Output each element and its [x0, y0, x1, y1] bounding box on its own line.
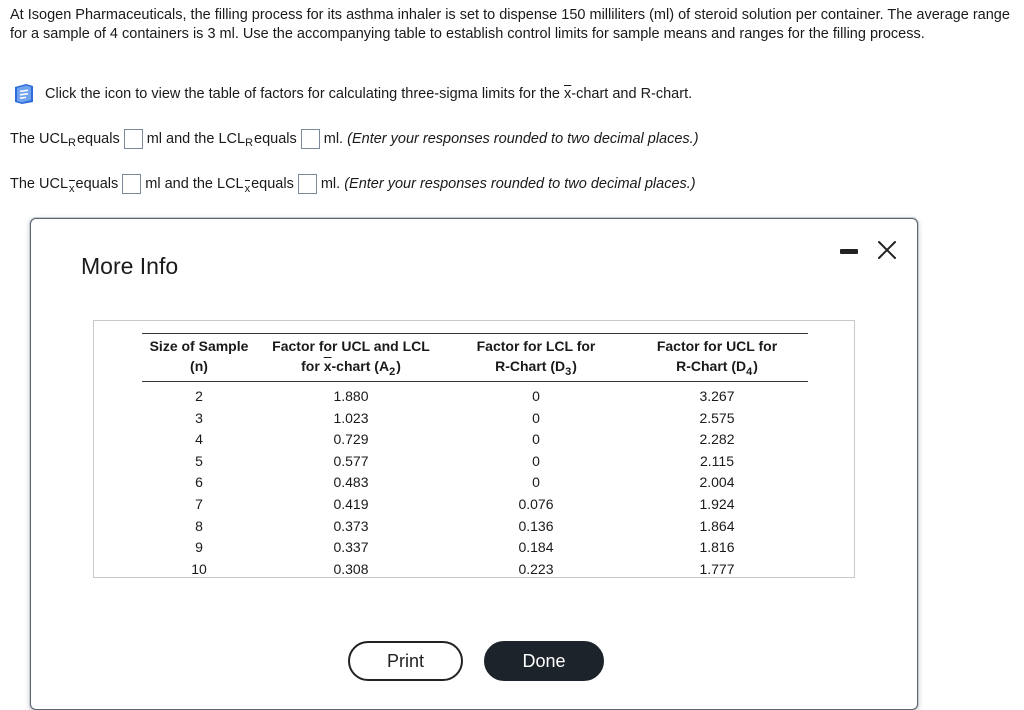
- table-row: 8 0.373 0.136 1.864: [195, 517, 735, 534]
- dialog-title: More Info: [81, 253, 179, 279]
- close-icon[interactable]: [877, 240, 897, 260]
- header-sample-size: Size of Sample (n): [142, 334, 256, 382]
- table-row: 2 1.880 0 3.267: [195, 388, 735, 404]
- ucl-r-input[interactable]: [124, 129, 143, 149]
- book-icon[interactable]: [12, 83, 36, 105]
- ucl-x-input[interactable]: [122, 174, 141, 194]
- header-d3: Factor for LCL for R-Chart $(D_3)$: [446, 334, 626, 382]
- minimize-icon[interactable]: [840, 249, 858, 254]
- table-row: 4 0.729 0 2.282: [195, 431, 735, 448]
- more-info-dialog: [30, 218, 918, 710]
- done-button[interactable]: Done: [484, 641, 604, 681]
- header-a2: Factor for UCL and LCL for $\overline{x}$-chart $(A_2)$: [256, 334, 446, 382]
- table-row: 9 0.337 0.184 1.816: [195, 539, 735, 556]
- mean-limits-row: The UCL x equals ml and the LCL x equals ml. (Enter your responses rounded to two decimal places.): [10, 176, 696, 195]
- table-row: 7 0.419 0.076 1.924: [195, 495, 735, 512]
- table-row: 10 0.308 0.223 1.777: [191, 560, 735, 577]
- print-button[interactable]: Print: [348, 641, 463, 681]
- problem-statement: At Isogen Pharmaceuticals, the filling process for its asthma inhaler is set to dispense 150 milliliters (ml) of steroid solution per container. The average range for a sample of 4 containers is 3 ml. Use the accompanying table to establish control limits for sample means and ranges for the filling process.: [10, 7, 1010, 42]
- table-row: 3 1.023 0 2.575: [195, 409, 735, 426]
- rounding-instruction: (Enter your responses rounded to two decimal places.): [347, 131, 699, 147]
- table-row: 6 0.483 0 2.004: [195, 474, 735, 491]
- control-chart-factors-table: [142, 333, 808, 580]
- range-limits-row: The UCL R equals ml and the LCL R equals ml. (Enter your responses rounded to two decimal places.): [10, 131, 699, 149]
- hint-text[interactable]: Click the icon to view the table of factors for calculating three-sigma limits for the $\overline{x}$-chart and R-chart.: [45, 86, 693, 102]
- factors-table-panel: [93, 320, 855, 578]
- table-row: 5 0.577 0 2.115: [195, 452, 734, 469]
- rounding-instruction: (Enter your responses rounded to two decimal places.): [344, 176, 696, 192]
- hint-row: [12, 83, 692, 105]
- lcl-x-input[interactable]: [298, 174, 317, 194]
- lcl-r-input[interactable]: [301, 129, 320, 149]
- header-d4: Factor for UCL for R-Chart $(D_4)$: [626, 334, 808, 382]
